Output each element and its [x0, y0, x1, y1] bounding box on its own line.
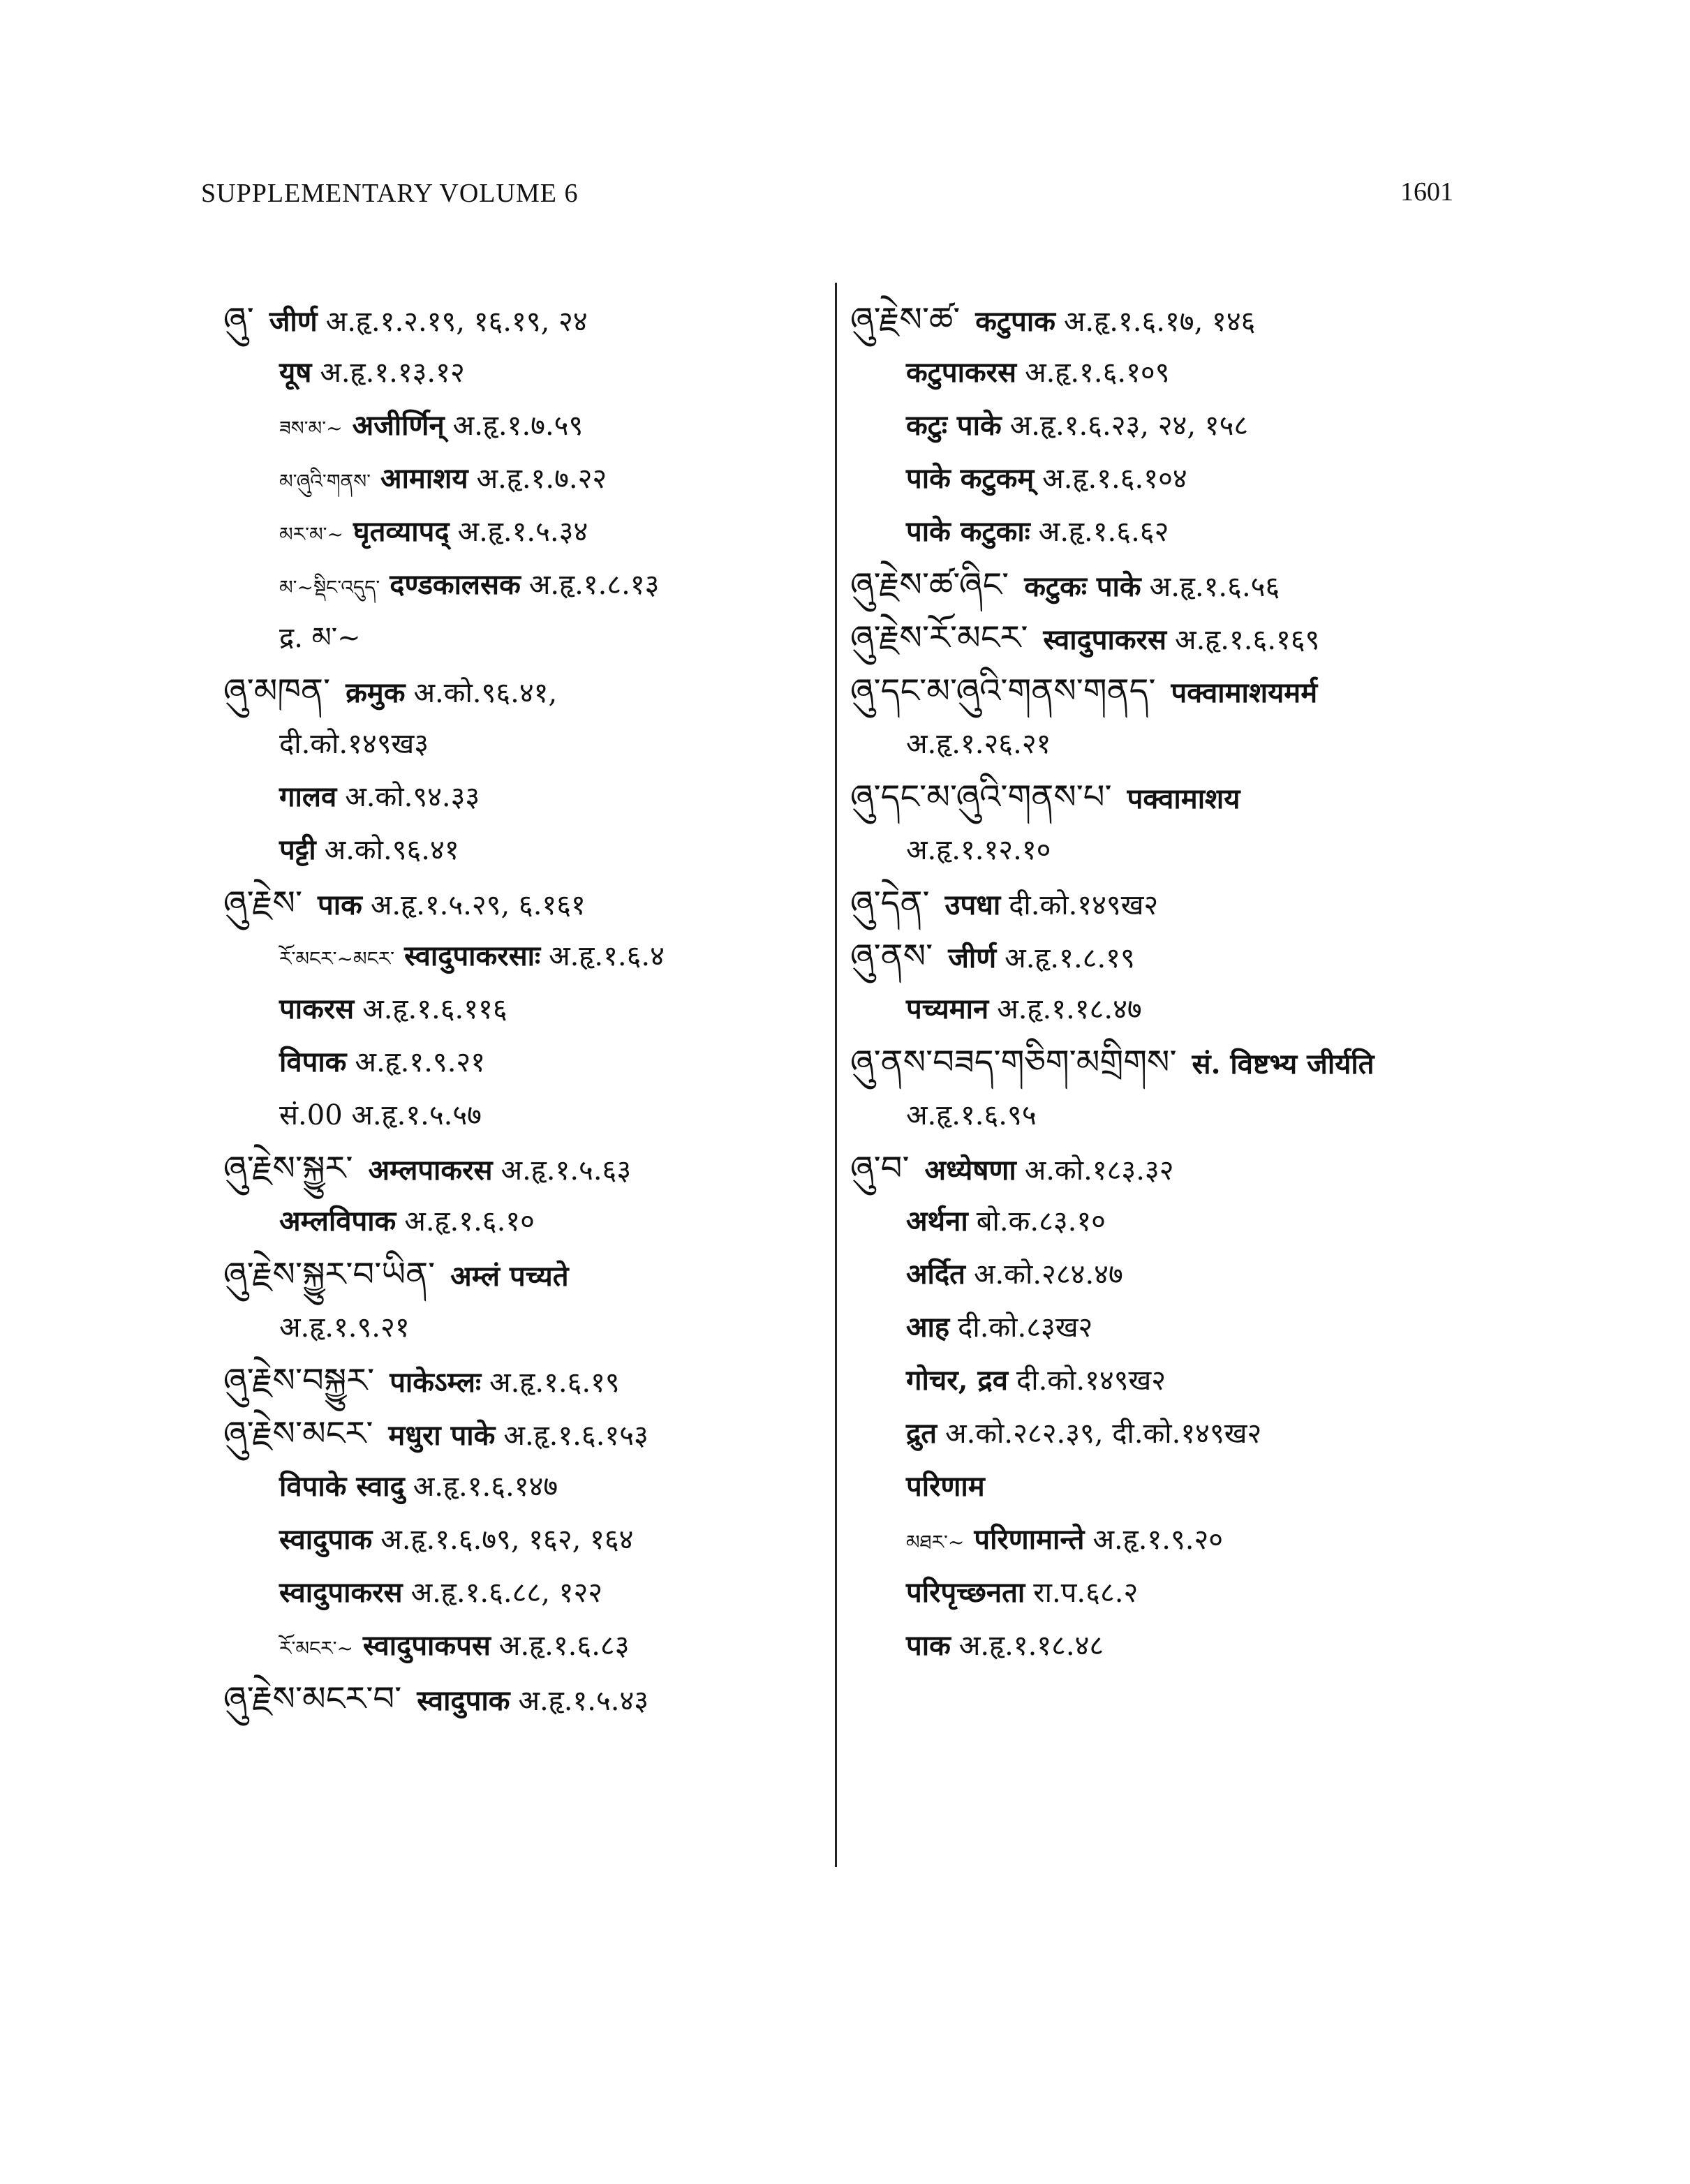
dictionary-entry: [223, 452, 824, 505]
source-reference: अ.हृ.१.७.५९: [452, 410, 584, 442]
sanskrit-headword: दण्डकालसक: [390, 568, 521, 601]
source-reference: अ.हृ.१.६.१९: [489, 1367, 620, 1399]
sanskrit-headword: कटुः पाके: [906, 409, 1002, 442]
sanskrit-headword: परिणाम: [906, 1470, 985, 1503]
sanskrit-headword: कटुपाकरस: [906, 356, 1017, 389]
tibetan-term: ཞུ་དེན་: [850, 884, 930, 923]
dictionary-entry: [223, 1036, 824, 1089]
sanskrit-headword: गोचर, द्रव: [906, 1364, 1008, 1397]
dictionary-entry: [223, 1460, 824, 1513]
dictionary-entry: [850, 452, 1520, 505]
source-reference: अ.हृ.१.६.८३: [498, 1630, 630, 1662]
sanskrit-headword: पाके कटुकाः: [906, 515, 1030, 548]
dictionary-entry: [223, 346, 824, 399]
sanskrit-headword: पच्यमान: [906, 993, 989, 1025]
sanskrit-headword: अर्दित: [906, 1258, 965, 1291]
dictionary-entry: [850, 1460, 1520, 1513]
source-reference: अ.हृ.१.६.१६९: [1175, 624, 1320, 656]
sanskrit-headword: परिपृच्छनता: [906, 1576, 1025, 1609]
source-reference: अ.हृ.१.९.२१: [355, 1046, 486, 1078]
source-reference: अ.हृ.१.६.१५३: [503, 1420, 648, 1452]
source-reference: अ.हृ.१.६.१०: [404, 1205, 535, 1238]
tibetan-term: མར་མ་~: [279, 523, 343, 546]
source-reference: अ.हृ.१.६.६२: [1038, 516, 1169, 548]
sanskrit-headword: अम्लविपाक: [279, 1205, 396, 1238]
tibetan-term: མ་~སྡིང་འདུད་: [279, 576, 380, 599]
dictionary-entry: [850, 293, 1520, 346]
sanskrit-headword: पाकरस: [279, 993, 355, 1025]
tibetan-term: རོ་མངར་~: [279, 1637, 353, 1660]
tibetan-term: ཞུ་དང་མ་ཞུའི་གནས་པ་: [850, 778, 1112, 817]
source-reference: बो.क.८३.१०: [976, 1205, 1106, 1238]
sanskrit-headword: द्रुत: [906, 1417, 937, 1450]
dictionary-entry: [223, 399, 824, 452]
dictionary-entry: [223, 1142, 824, 1195]
sanskrit-headword: अजीर्णिन्: [352, 409, 445, 442]
dictionary-entry: [850, 1566, 1520, 1619]
dictionary-entry: [223, 1407, 824, 1460]
sanskrit-headword: जीर्ण: [269, 305, 318, 338]
source-reference: अ.हृ.१.६.१४७: [413, 1471, 558, 1503]
sanskrit-headword: आमाशय: [380, 462, 468, 495]
source-reference: अ.हृ.१.५.४३: [518, 1685, 649, 1717]
source-reference: अ.हृ.१.१३.१२: [320, 357, 465, 389]
sanskrit-headword: स्वादुपाकरसाः: [404, 939, 541, 972]
dictionary-entry: [850, 346, 1520, 399]
source-reference: अ.हृ.१.९.२१: [279, 1312, 410, 1344]
source-reference: अ.हृ.१.६.७९, १६२, १६४: [380, 1524, 634, 1556]
source-reference: अ.हृ.१.८.१३: [528, 569, 660, 601]
source-reference: दी.को.१४९ख२: [1009, 889, 1159, 921]
sanskrit-headword: पट्टी: [279, 833, 316, 866]
source-reference: अ.हृ.१.६.२३, २४, १५८: [1009, 410, 1249, 442]
tibetan-term: མ་ཞུའི་གནས་: [279, 470, 371, 493]
dictionary-entry: [850, 611, 1520, 664]
tibetan-term: མཐར་~: [906, 1531, 965, 1554]
dictionary-entry: [850, 718, 1520, 771]
sanskrit-headword: कटुकः पाके: [1024, 570, 1141, 603]
sanskrit-headword: आह: [906, 1311, 950, 1344]
tibetan-term: ཞུ་རྗེས་ཚ་ཞིང་: [850, 565, 1009, 604]
sanskrit-headword: सं. विष्टभ्य जीर्यति: [1192, 1048, 1374, 1080]
source-reference: अ.हृ.१.६.१७, १४६: [1063, 306, 1256, 338]
source-reference: अ.को.९४.३३: [345, 781, 480, 813]
sanskrit-headword: अर्थना: [906, 1205, 968, 1238]
dictionary-entry: [850, 1619, 1520, 1672]
tibetan-term: ཞུ་མཁན་: [223, 671, 331, 711]
source-reference: अ.हृ.१.२६.२१: [906, 728, 1051, 760]
source-reference: अ.हृ.१.६.४: [549, 940, 665, 972]
dictionary-entry: [850, 1142, 1520, 1195]
dictionary-entry: [850, 399, 1520, 452]
dictionary-entry: [223, 877, 824, 930]
sanskrit-headword: अम्लपाकरस: [368, 1154, 493, 1187]
tibetan-term: ཞུ་རྗེས་རོ་མངར་: [850, 618, 1028, 658]
page-number: 1601: [1400, 177, 1453, 207]
dictionary-entry: [223, 1301, 824, 1354]
dictionary-entry: [223, 1248, 824, 1301]
dictionary-entry: [850, 824, 1520, 877]
dictionary-entry: [223, 771, 824, 824]
sanskrit-headword: पाक: [318, 889, 362, 921]
source-reference: अ.को.९६.४१: [324, 834, 459, 866]
sanskrit-headword: घृतव्यापद्: [353, 515, 450, 548]
dictionary-entry: [223, 664, 824, 718]
source-reference: अ.हृ.१.१८.४८: [958, 1630, 1104, 1662]
dictionary-entry: [850, 1407, 1520, 1460]
tibetan-term: ཞུ་བ་: [850, 1149, 910, 1188]
dictionary-entry: [850, 1248, 1520, 1301]
dictionary-entry: [223, 930, 824, 983]
dictionary-entry: [850, 505, 1520, 558]
sanskrit-headword: परिणामान्ते: [974, 1523, 1085, 1556]
source-reference: अ.को.२८४.४७: [973, 1258, 1123, 1291]
source-reference: द्र. མ་~: [279, 622, 361, 654]
source-reference: अ.को.१८३.३२: [1024, 1154, 1174, 1187]
dictionary-entry: [850, 1089, 1520, 1142]
sanskrit-headword: अम्लं पच्यते: [450, 1260, 569, 1293]
dictionary-entry: [850, 771, 1520, 824]
tibetan-term: ཞུ་: [223, 300, 254, 339]
source-reference: अ.हृ.१.१२.१०: [906, 834, 1051, 866]
source-reference: अ.हृ.१.५.२९, ६.१६१: [370, 889, 586, 921]
source-reference: रा.प.६८.२: [1033, 1577, 1139, 1609]
tibetan-term: ཞུ་རྗེས་མངར་བ་: [223, 1679, 402, 1718]
sanskrit-headword: गालव: [279, 780, 337, 813]
dictionary-entry: [850, 1195, 1520, 1248]
source-reference: अ.हृ.१.५.६३: [501, 1154, 632, 1187]
source-reference: दी.को.१४९ख३: [279, 728, 429, 760]
tibetan-term: ཞུ་རྗེས་བསྐྱུར་: [223, 1361, 375, 1400]
sanskrit-headword: स्वादुपाकरस: [279, 1576, 403, 1609]
dictionary-entry: [223, 824, 824, 877]
dictionary-entry: [223, 1089, 824, 1142]
dictionary-entry: [223, 1672, 824, 1725]
dictionary-entry: [223, 1619, 824, 1672]
sanskrit-headword: मधुरा पाके: [388, 1419, 496, 1452]
sanskrit-headword: यूष: [279, 356, 312, 389]
dictionary-entry: [850, 1354, 1520, 1407]
sanskrit-headword: पाके कटुकम्: [906, 462, 1035, 495]
dictionary-entry: [223, 1513, 824, 1566]
tibetan-term: ཞུ་རྗེས་མངར་: [223, 1414, 373, 1453]
tibetan-term: ཞུ་ནས་: [850, 937, 933, 976]
source-reference: अ.हृ.१.७.२२: [476, 463, 607, 495]
sanskrit-headword: पक्वामाशयमर्म: [1171, 676, 1318, 709]
dictionary-entry: [850, 664, 1520, 718]
sanskrit-headword: विपाक: [279, 1046, 347, 1078]
dictionary-entry: [223, 1566, 824, 1619]
sanskrit-headword: अध्येषणा: [924, 1154, 1016, 1187]
source-reference: दी.को.८३ख२: [958, 1312, 1093, 1344]
tibetan-term: ཞུ་རྗེས་སྐྱུར་བ་ཡིན་: [223, 1255, 436, 1294]
tibetan-term: རོ་མངར་~མངར་: [279, 947, 395, 970]
source-reference: अ.हृ.१.२.१९, १६.१९, २४: [325, 306, 588, 338]
source-reference: अ.हृ.१.६.१०९: [1025, 357, 1170, 389]
sanskrit-headword: पक्वामाशय: [1127, 782, 1240, 815]
dictionary-entry: [850, 1513, 1520, 1566]
dictionary-entry: [223, 558, 824, 611]
source-reference: अ.को.९६.४१,: [413, 677, 558, 709]
tibetan-term: ཞུ་རྗེས་: [223, 884, 303, 923]
left-column: [223, 293, 824, 1725]
dictionary-entry: [223, 718, 824, 771]
source-reference: दी.को.१४९ख२: [1016, 1365, 1166, 1397]
right-column: [850, 293, 1520, 1672]
sanskrit-headword: कटुपाक: [975, 305, 1055, 338]
dictionary-entry: [223, 611, 824, 664]
tibetan-term: ཞུ་རྗེས་ཚ་: [850, 300, 961, 339]
sanskrit-headword: जीर्ण: [948, 942, 997, 974]
dictionary-entry: [223, 505, 824, 558]
sanskrit-headword: पाक: [906, 1629, 951, 1662]
dictionary-entry: [223, 1195, 824, 1248]
sanskrit-headword: क्रमुक: [346, 676, 406, 709]
column-divider: [835, 283, 837, 1867]
sanskrit-headword: स्वादुपाक: [279, 1523, 373, 1556]
dictionary-entry: [850, 930, 1520, 983]
dictionary-entry: [850, 1036, 1520, 1089]
source-reference: अ.को.२८२.३९, दी.को.१४९ख२: [945, 1418, 1262, 1450]
tibetan-term: ཞུ་ནས་བཟད་གཅིག་མགྲིགས་: [850, 1043, 1177, 1082]
source-reference: अ.हृ.१.५.३४: [457, 516, 588, 548]
source-reference: अ.हृ.१.६.११६: [362, 993, 507, 1025]
dictionary-entry: [850, 1301, 1520, 1354]
source-reference: अ.हृ.१.८.१९: [1005, 942, 1135, 974]
source-reference: अ.हृ.१.६.५६: [1149, 571, 1280, 603]
tibetan-term: ཟས་མ་~: [279, 417, 343, 440]
tibetan-term: ཞུ་རྗེས་སྐྱུར་: [223, 1149, 353, 1188]
source-reference: अ.हृ.१.९.२०: [1092, 1524, 1224, 1556]
sanskrit-headword: स्वादुपाकपस: [362, 1629, 491, 1662]
sanskrit-headword: स्वादुपाक: [417, 1684, 510, 1717]
dictionary-entry: [223, 983, 824, 1036]
source-reference: अ.हृ.१.१८.४७: [997, 993, 1142, 1025]
dictionary-entry: [223, 293, 824, 346]
dictionary-entry: [850, 983, 1520, 1036]
dictionary-entry: [850, 877, 1520, 930]
dictionary-entry: [850, 558, 1520, 611]
sanskrit-headword: स्वादुपाकरस: [1043, 623, 1167, 656]
source-reference: सं.00 अ.हृ.१.५.५७: [279, 1099, 482, 1131]
sanskrit-headword: विपाके स्वादु: [279, 1470, 405, 1503]
tibetan-term: ཞུ་དང་མ་ཞུའི་གནས་གནད་: [850, 671, 1156, 711]
source-reference: अ.हृ.१.६.८८, १२२: [410, 1577, 603, 1609]
source-reference: अ.हृ.१.६.९५: [906, 1099, 1037, 1131]
source-reference: अ.हृ.१.६.१०४: [1042, 463, 1187, 495]
dictionary-entry: [223, 1354, 824, 1407]
sanskrit-headword: उपधा: [944, 889, 1001, 921]
sanskrit-headword: पाकेऽम्लः: [390, 1366, 482, 1399]
running-header: SUPPLEMENTARY VOLUME 6: [201, 179, 579, 208]
